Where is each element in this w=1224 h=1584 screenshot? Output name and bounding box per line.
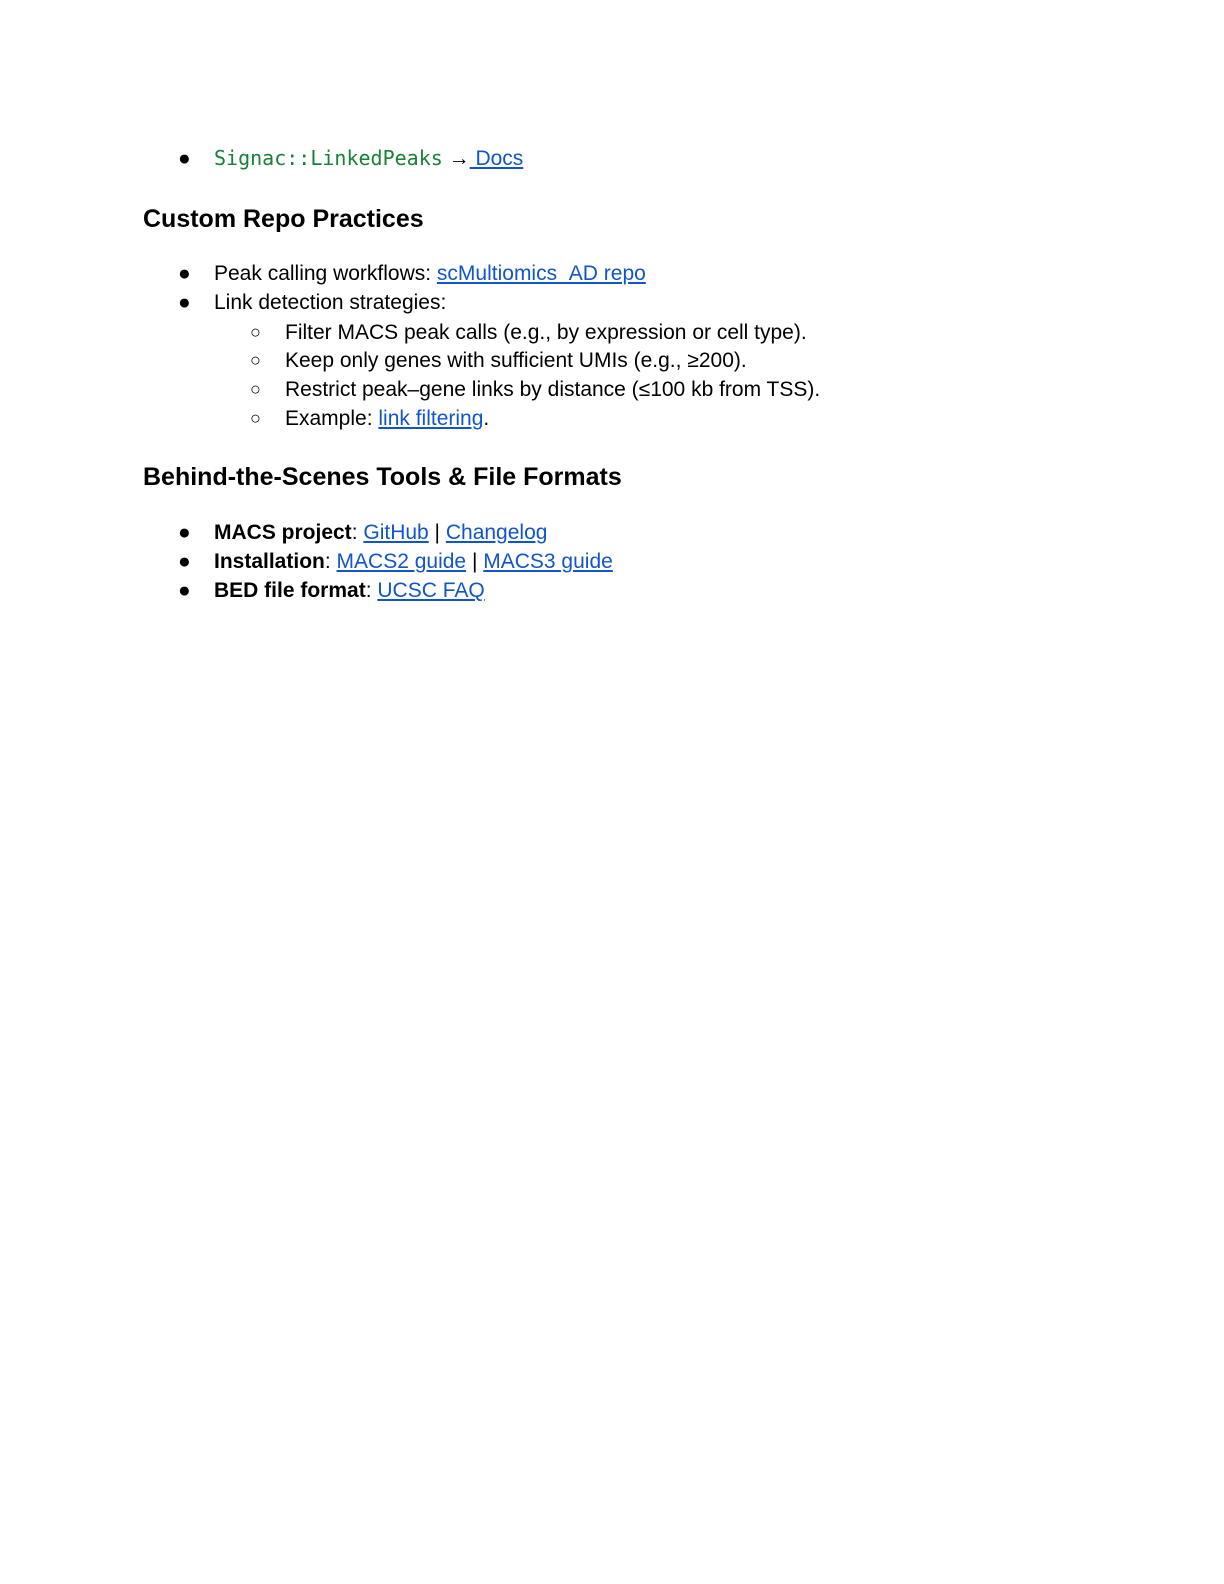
list-item-text: Peak calling workflows: xyxy=(214,262,437,285)
item-separator: : xyxy=(365,579,378,602)
sub-list-item: Restrict peak–gene links by distance (≤100 kb from TSS). xyxy=(285,378,821,401)
item-label: Installation xyxy=(214,550,325,573)
sub-bullet-icon: ○ xyxy=(250,408,261,428)
sub-bullet-icon: ○ xyxy=(250,322,261,342)
sub-bullet-icon: ○ xyxy=(250,350,261,370)
bullet-icon: ● xyxy=(178,550,191,573)
code-snippet: Signac::LinkedPeaks xyxy=(214,146,443,170)
list-item-macs-project xyxy=(214,518,547,547)
list-item-peak-calling xyxy=(214,259,646,288)
list-item-bed-format xyxy=(214,576,485,605)
item-label: MACS project xyxy=(214,521,352,544)
changelog-link[interactable]: Changelog xyxy=(445,521,548,544)
section-heading-custom-repo: Custom Repo Practices xyxy=(143,205,424,233)
sub-list-item-example xyxy=(285,404,489,433)
list-item-linked-peaks xyxy=(214,144,523,173)
sub-list-item: Keep only genes with sufficient UMIs (e.g., ≥200). xyxy=(285,349,747,372)
list-item-installation xyxy=(214,547,613,576)
scmultiomics-repo-link[interactable]: scMultiomics_AD repo xyxy=(436,262,646,285)
bullet-icon: ● xyxy=(178,291,191,314)
docs-link[interactable]: Docs xyxy=(469,147,524,170)
bullet-icon: ● xyxy=(178,262,191,285)
sub-list-item: Filter MACS peak calls (e.g., by expression or cell type). xyxy=(285,321,807,344)
macs3-guide-link[interactable]: MACS3 guide xyxy=(483,550,613,573)
item-label: BED file format xyxy=(214,579,366,602)
bullet-icon: ● xyxy=(178,521,191,544)
macs2-guide-link[interactable]: MACS2 guide xyxy=(336,550,467,573)
link-filtering-link[interactable]: link filtering xyxy=(378,407,484,430)
item-separator: : xyxy=(351,521,364,544)
sub-bullet-icon: ○ xyxy=(250,379,261,399)
arrow-glyph: → xyxy=(448,147,470,170)
github-link[interactable]: GitHub xyxy=(363,521,429,544)
section-heading-tools-formats: Behind-the-Scenes Tools & File Formats xyxy=(143,463,622,491)
example-text: Example: xyxy=(285,407,379,430)
example-suffix: . xyxy=(483,407,490,430)
bullet-icon: ● xyxy=(178,579,191,602)
list-item-text: Link detection strategies: xyxy=(214,291,447,314)
list-item-link-detection xyxy=(214,288,446,317)
item-separator: : xyxy=(324,550,337,573)
ucsc-faq-link[interactable]: UCSC FAQ xyxy=(377,579,485,602)
pipe-separator: | xyxy=(428,521,446,544)
bullet-icon: ● xyxy=(178,147,191,170)
pipe-separator: | xyxy=(466,550,484,573)
